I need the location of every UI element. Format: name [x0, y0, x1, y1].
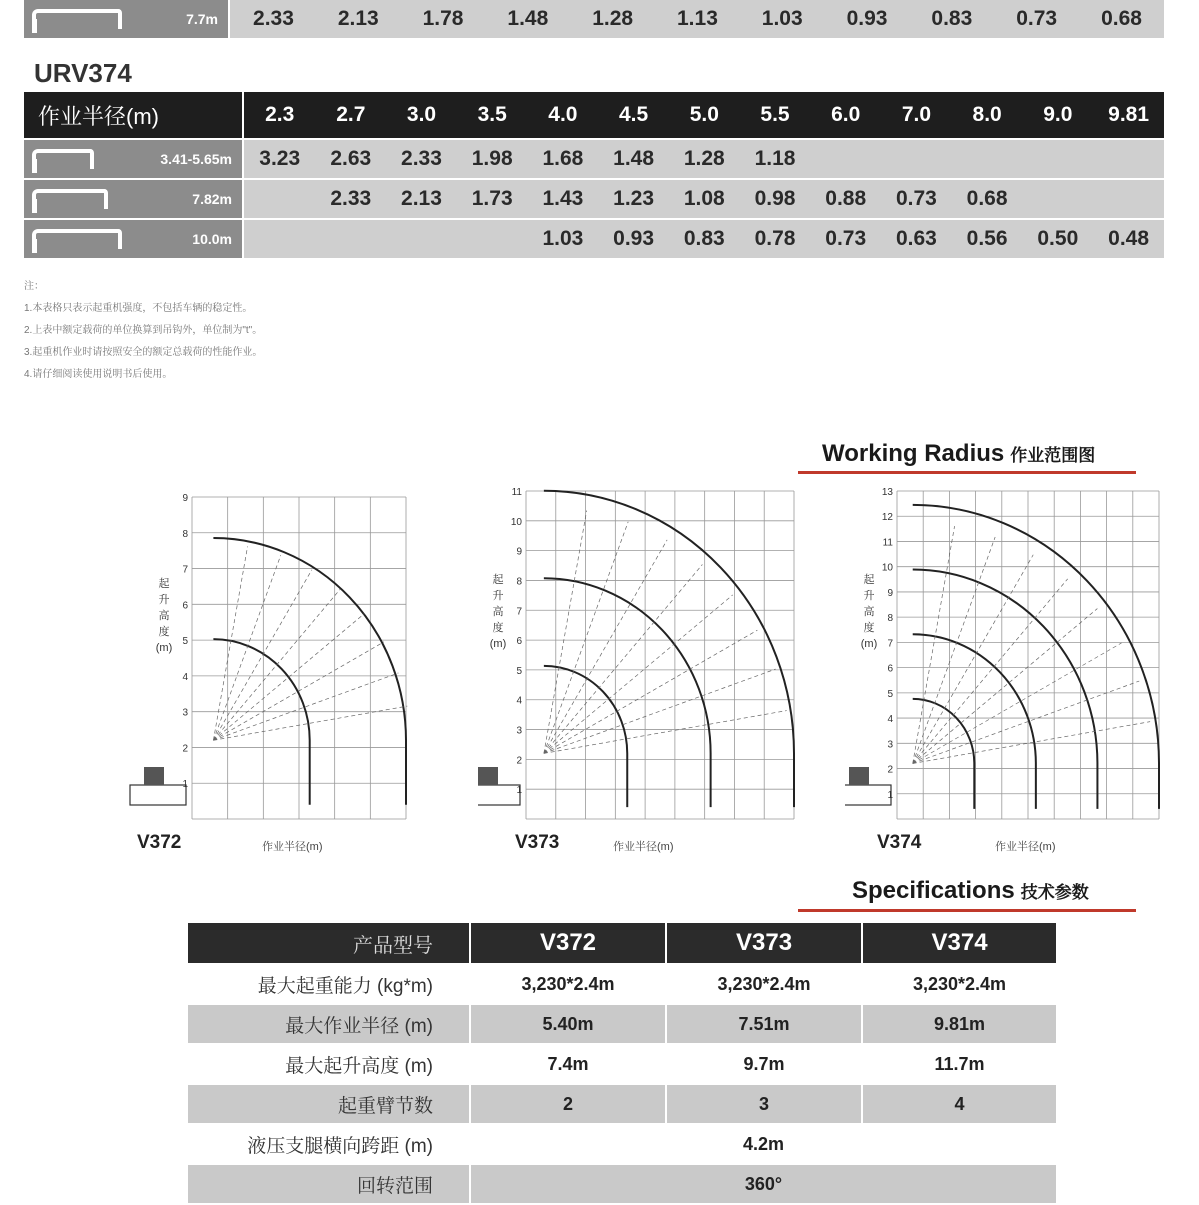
table-row: [188, 964, 1056, 1004]
y-axis-caption: 升: [492, 589, 504, 602]
load-cell: 0.63: [881, 219, 952, 258]
x-tick-label: [1130, 824, 1136, 825]
specifications-table: [188, 923, 1056, 1205]
load-cell: 0.68: [952, 179, 1023, 219]
load-cell: 1.98: [457, 139, 528, 179]
load-cell: 0.56: [952, 219, 1023, 258]
x-tick-label: [553, 824, 559, 825]
working-radius-chart-v372: [120, 485, 420, 825]
load-cell: 2.63: [315, 139, 386, 179]
note-line: 2.上表中额定载荷的单位换算到吊钩外，单位制为"t"。: [24, 325, 263, 336]
load-cell: 2.13: [386, 179, 457, 219]
radius-cell: 4.0: [528, 91, 599, 139]
load-cell: 1.08: [669, 179, 740, 219]
x-tick-label: [791, 824, 797, 825]
y-tick-label: 5: [182, 636, 188, 648]
spec-key: 回转范围: [188, 1164, 470, 1204]
y-tick-label: 1: [516, 785, 522, 797]
boom-length-label: 7.82m: [24, 179, 243, 219]
load-cell: 1.18: [740, 139, 811, 179]
x-tick-label: [1153, 824, 1165, 825]
notes-head: 注：: [24, 281, 44, 292]
y-axis-caption: 高: [158, 610, 170, 623]
load-cell: 0.68: [1079, 0, 1164, 38]
y-tick-label: 11: [511, 487, 522, 498]
boom-icon: [32, 9, 122, 29]
table-row: [188, 1004, 1056, 1044]
load-cell: 2.13: [316, 0, 401, 38]
spec-value: 7.4m: [470, 1044, 666, 1084]
y-axis-caption: 度: [158, 626, 170, 639]
y-tick-label: 9: [182, 493, 188, 504]
y-tick-label: 2: [516, 755, 522, 767]
x-tick-label: [672, 824, 678, 825]
boom-icon: [32, 229, 122, 249]
table-row: [24, 139, 1164, 179]
load-cell: 3.23: [243, 139, 315, 179]
x-tick-label: [642, 824, 648, 825]
note-line: 1.本表格只表示起重机强度，不包括车辆的稳定性。: [24, 303, 253, 314]
truck-outline: [478, 785, 520, 805]
load-cell: 0.78: [740, 219, 811, 258]
y-axis-caption: (m): [860, 637, 878, 650]
spec-value: 7.51m: [666, 1004, 862, 1044]
x-tick-label: [582, 824, 588, 825]
radius-cell: 7.0: [881, 91, 952, 139]
x-tick-label: [260, 824, 266, 825]
y-tick-label: 4: [182, 671, 188, 683]
table-row: [188, 1164, 1056, 1204]
y-tick-label: 6: [182, 600, 188, 612]
load-cell: 2.33: [386, 139, 457, 179]
load-cell: 1.78: [401, 0, 486, 38]
load-cell: [952, 139, 1023, 179]
load-cell: 0.88: [810, 179, 881, 219]
load-cell: 0.93: [598, 219, 669, 258]
load-cell: 0.83: [669, 219, 740, 258]
y-tick-label: 12: [881, 512, 893, 524]
load-cell: 0.73: [810, 219, 881, 258]
y-tick-label: 4: [887, 714, 893, 726]
radius-header-label: 作业半径(m): [24, 91, 243, 139]
y-tick-label: 11: [882, 537, 893, 549]
y-axis-caption: (m): [155, 642, 173, 655]
x-tick-label: [225, 824, 231, 825]
y-tick-label: 5: [516, 665, 522, 677]
load-cell: [386, 219, 457, 258]
x-tick-label: [973, 824, 979, 825]
x-tick-label: [296, 824, 302, 825]
x-tick-label: [1104, 824, 1110, 825]
load-cell: [457, 219, 528, 258]
y-tick-label: 10: [881, 562, 893, 574]
y-axis-caption: (m): [489, 637, 507, 650]
radius-cell: 3.5: [457, 91, 528, 139]
radius-cell: 6.0: [810, 91, 881, 139]
boom-angle-ray: [913, 579, 1068, 764]
specifications-title: Specifications 技术参数: [852, 877, 1089, 904]
load-cell: 0.83: [909, 0, 994, 38]
radius-cell: 4.5: [598, 91, 669, 139]
spec-value: 3,230*2.4m: [666, 964, 862, 1004]
crane-base-icon: [849, 767, 869, 785]
boom-length-label: 3.41-5.65m: [24, 139, 243, 179]
boom-length-label: 10.0m: [24, 219, 243, 258]
y-tick-label: 13: [881, 487, 893, 498]
y-tick-label: 8: [887, 613, 893, 625]
spec-value: 360°: [470, 1164, 1056, 1204]
radius-cell: 2.3: [243, 91, 315, 139]
note-line: 4.请仔细阅读使用说明书后使用。: [24, 369, 173, 380]
spec-key: 最大起重能力 (kg*m): [188, 964, 470, 1004]
x-tick-label: [1051, 824, 1057, 825]
radius-cell: 8.0: [952, 91, 1023, 139]
chart-model-label: V374: [877, 832, 922, 853]
spec-value: 4: [862, 1084, 1056, 1124]
x-tick-label: [1077, 824, 1083, 825]
x-axis-caption: 作业半径(m): [995, 841, 1056, 853]
y-axis-caption: 高: [863, 605, 875, 618]
load-cell: 0.48: [1093, 219, 1164, 258]
y-tick-label: 9: [887, 587, 893, 599]
section-divider: [798, 471, 1136, 474]
load-cell: 1.48: [598, 139, 669, 179]
y-tick-label: 8: [516, 576, 522, 588]
boom-angle-ray: [213, 555, 280, 740]
y-axis-caption: 度: [492, 621, 504, 634]
spec-key: 起重臂节数: [188, 1084, 470, 1124]
y-axis-caption: 升: [863, 589, 875, 602]
radius-cell: 2.7: [315, 91, 386, 139]
table-header-row: [24, 91, 1164, 139]
x-tick-label: [612, 824, 618, 825]
y-tick-label: 2: [182, 743, 188, 755]
x-tick-label: [332, 824, 338, 825]
load-cell: [243, 179, 315, 219]
truck-outline: [130, 785, 186, 805]
load-cell: 1.43: [528, 179, 599, 219]
load-cell: 0.98: [740, 179, 811, 219]
spec-value: 11.7m: [862, 1044, 1056, 1084]
y-axis-caption: 起: [863, 573, 875, 586]
x-tick-label: [894, 824, 900, 825]
boom-icon: [32, 189, 108, 209]
y-axis-caption: 升: [158, 594, 170, 607]
load-cell: 2.33: [231, 0, 316, 38]
spec-value: 3,230*2.4m: [470, 964, 666, 1004]
load-cell: 0.73: [994, 0, 1079, 38]
x-tick-label: [920, 824, 926, 825]
y-axis-caption: 起: [492, 573, 504, 586]
x-tick-label: [367, 824, 373, 825]
truck-outline: [845, 785, 891, 805]
section-divider: [798, 909, 1136, 912]
radius-cell: 5.0: [669, 91, 740, 139]
radius-cell: 5.5: [740, 91, 811, 139]
load-cell: 1.68: [528, 139, 599, 179]
table-row: [24, 179, 1164, 219]
chart-model-label: V373: [515, 832, 560, 853]
y-tick-label: 6: [516, 636, 522, 648]
working-radius-chart-v374: [845, 485, 1180, 825]
y-tick-label: 1: [887, 789, 893, 801]
crane-base-icon: [478, 767, 498, 785]
note-line: 3.起重机作业时请按照安全的额定总载荷的性能作业。: [24, 347, 263, 358]
load-cell: [1093, 139, 1164, 179]
y-tick-label: 6: [887, 663, 893, 675]
lift-envelope-arc: [913, 570, 1098, 809]
spec-key: 液压支腿横向跨距 (m): [188, 1124, 470, 1164]
x-tick-label: [523, 824, 529, 825]
y-tick-label: 1: [182, 779, 188, 791]
table-row: [188, 1124, 1056, 1164]
y-axis-caption: 度: [863, 621, 875, 634]
table-header-row: [188, 923, 1056, 964]
y-tick-label: 10: [510, 516, 522, 528]
y-tick-label: 5: [887, 688, 893, 700]
crane-base-icon: [144, 767, 164, 785]
x-tick-label: [761, 824, 767, 825]
spec-value: 9.7m: [666, 1044, 862, 1084]
load-cell: [1022, 139, 1093, 179]
model-header: V372: [470, 923, 666, 964]
y-axis-caption: 起: [158, 578, 170, 591]
y-tick-label: 9: [516, 546, 522, 558]
load-cell: 0.73: [881, 179, 952, 219]
spec-key: 最大作业半径 (m): [188, 1004, 470, 1044]
y-tick-label: 2: [887, 764, 893, 776]
x-tick-label: [999, 824, 1005, 825]
working-radius-title: Working Radius 作业范围图: [822, 440, 1096, 467]
load-cell: [243, 219, 315, 258]
load-cell: [881, 139, 952, 179]
y-tick-label: 3: [182, 707, 188, 719]
spec-value: 9.81m: [862, 1004, 1056, 1044]
chart-model-label: V372: [137, 832, 182, 853]
load-cell: 1.28: [570, 0, 655, 38]
y-tick-label: 7: [887, 638, 893, 650]
radius-cell: 3.0: [386, 91, 457, 139]
load-cell: [1022, 179, 1093, 219]
load-cell: 1.48: [485, 0, 570, 38]
boom-angle-ray: [913, 681, 1140, 763]
x-tick-label: [403, 824, 409, 825]
spec-value: 4.2m: [470, 1124, 1056, 1164]
load-cell: 2.33: [315, 179, 386, 219]
y-tick-label: 7: [516, 606, 522, 618]
y-tick-label: 3: [516, 725, 522, 737]
spec-value: 3,230*2.4m: [862, 964, 1056, 1004]
lift-envelope-arc: [913, 699, 975, 809]
load-cell: 1.73: [457, 179, 528, 219]
x-tick-label: [946, 824, 952, 825]
load-table-prev: [24, 0, 1164, 38]
y-tick-label: 7: [182, 564, 188, 576]
x-tick-label: [189, 824, 195, 825]
boom-icon: [32, 149, 94, 169]
spec-key: 最大起升高度 (m): [188, 1044, 470, 1084]
y-tick-label: 4: [516, 695, 522, 707]
model-header: V373: [666, 923, 862, 964]
model-header: V374: [862, 923, 1056, 964]
load-cell: [315, 219, 386, 258]
radius-cell: 9.0: [1022, 91, 1093, 139]
boom-angle-ray: [544, 669, 776, 753]
radius-cell: 9.81: [1093, 91, 1164, 139]
load-cell: 1.28: [669, 139, 740, 179]
x-tick-label: [731, 824, 737, 825]
spec-header-key: 产品型号: [188, 923, 470, 964]
boom-angle-ray: [913, 609, 1098, 764]
load-cell: [810, 139, 881, 179]
urv374-title: URV374: [34, 58, 132, 88]
boom-angle-ray: [213, 589, 340, 740]
boom-angle-ray: [213, 614, 364, 741]
spec-value: 5.40m: [470, 1004, 666, 1044]
boom-angle-ray: [913, 526, 955, 763]
table-row: [188, 1084, 1056, 1124]
table-row: [188, 1044, 1056, 1084]
y-tick-label: 3: [887, 739, 893, 751]
load-cell: 0.50: [1022, 219, 1093, 258]
load-cell: 0.93: [825, 0, 910, 38]
load-cell: 1.03: [528, 219, 599, 258]
x-axis-caption: 作业半径(m): [613, 841, 674, 853]
notes: [24, 276, 262, 386]
load-cell: 1.13: [655, 0, 740, 38]
spec-value: 3: [666, 1084, 862, 1124]
y-axis-caption: 高: [492, 605, 504, 618]
x-axis-caption: 作业半径(m): [262, 841, 323, 853]
load-cell: 1.23: [598, 179, 669, 219]
table-row: [24, 219, 1164, 258]
x-tick-label: [702, 824, 708, 825]
load-cell: [1093, 179, 1164, 219]
load-cell: 1.03: [740, 0, 825, 38]
x-tick-label: [1025, 824, 1031, 825]
y-tick-label: 8: [182, 528, 188, 540]
spec-value: 2: [470, 1084, 666, 1124]
boom-length-label: 7.7m: [24, 0, 229, 38]
load-table-urv374: [24, 90, 1164, 258]
working-radius-chart-v373: [478, 485, 808, 825]
